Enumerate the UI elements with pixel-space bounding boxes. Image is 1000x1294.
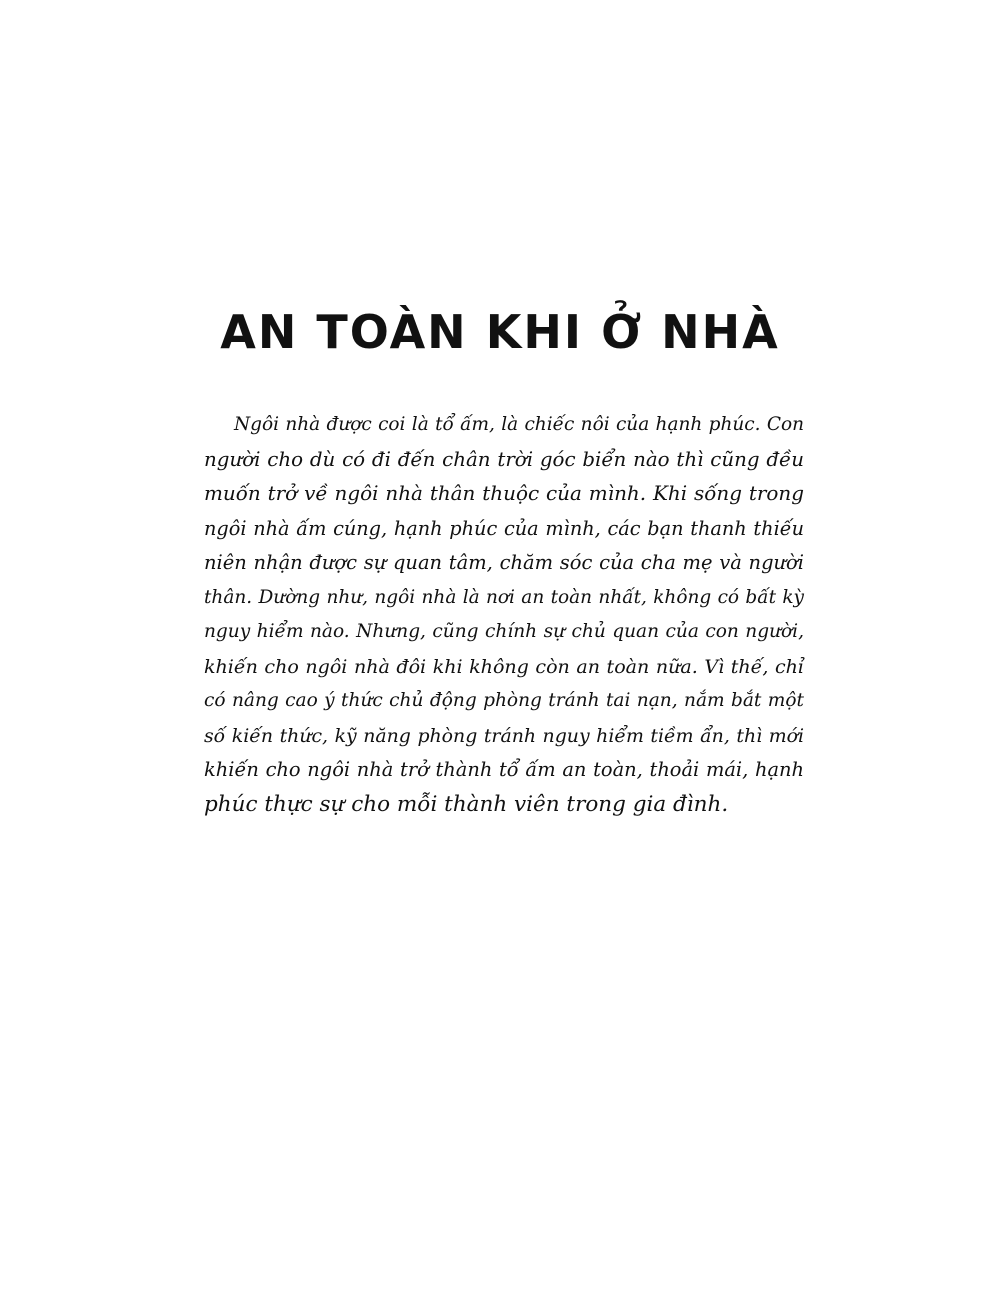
paragraph-line: số kiến thức, kỹ năng phòng tránh nguy hiểm tiềm ẩn, thì mới [204,724,804,747]
paragraph-line: nguy hiểm nào. Nhưng, cũng chính sự chủ quan của con người, [204,621,804,642]
paragraph-line: niên nhận được sự quan tâm, chăm sóc của cha mẹ và người [204,551,804,574]
page-title: AN TOÀN KHI Ở NHÀ [220,305,780,359]
intro-paragraph [204,408,804,822]
paragraph-line: khiến cho ngôi nhà trở thành tổ ấm an toàn, thoải mái, hạnh [204,758,804,781]
paragraph-line: khiến cho ngôi nhà đôi khi không còn an toàn nữa. Vì thế, chỉ [204,655,804,678]
paragraph-line: Ngôi nhà được coi là tổ ấm, là chiếc nôi của hạnh phúc. Con [234,414,804,435]
paragraph-line: thân. Dường như, ngôi nhà là nơi an toàn nhất, không có bất kỳ [204,586,804,608]
paragraph-line: người cho dù có đi đến chân trời góc biển nào thì cũng đều [204,447,804,471]
paragraph-line: ngôi nhà ấm cúng, hạnh phúc của mình, các bạn thanh thiếu [204,516,804,540]
paragraph-line: muốn trở về ngôi nhà thân thuộc của mình. Khi sống trong [204,482,804,505]
paragraph-line: có nâng cao ý thức chủ động phòng tránh tai nạn, nắm bắt một [204,690,804,711]
paragraph-line: phúc thực sự cho mỗi thành viên trong gia đình. [204,791,729,817]
